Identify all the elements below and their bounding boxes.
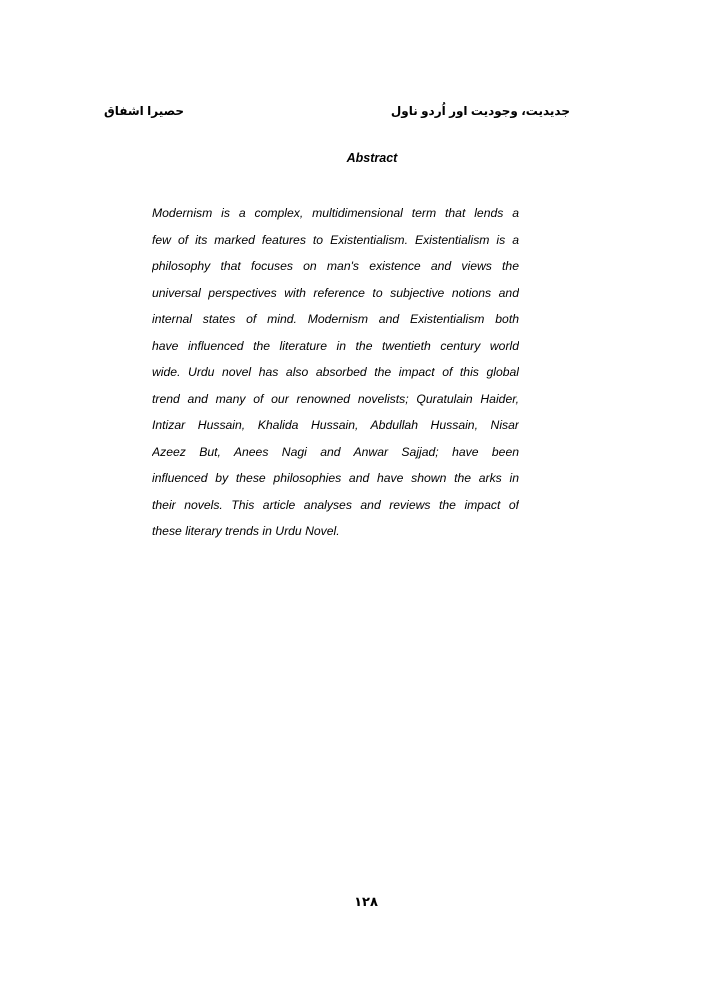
abstract-line: wide. Urdu novel has also absorbed the impact of this global xyxy=(152,365,519,379)
abstract-line: few of its marked features to Existentialism. Existentialism is a xyxy=(152,232,519,247)
abstract-line: philosophy that focuses on man's existence and views the xyxy=(152,259,519,273)
abstract-line: Intizar Hussain, Khalida Hussain, Abdullah Hussain, Nisar xyxy=(152,418,519,432)
abstract-line: universal perspectives with reference to subjective notions and xyxy=(152,285,519,300)
abstract-line: internal states of mind. Modernism and Existentialism both xyxy=(152,312,519,326)
abstract-body xyxy=(152,200,519,545)
abstract-line: their novels. This article analyses and reviews the impact of xyxy=(152,497,519,512)
abstract-line: Modernism is a complex, multidimensional term that lends a xyxy=(152,206,519,220)
abstract-line: these literary trends in Urdu Novel. xyxy=(152,524,340,538)
abstract-line: have influenced the literature in the twentieth century world xyxy=(152,338,519,353)
page-number: ۱۲۸ xyxy=(354,894,378,909)
running-header-title: جدیدیت، وجودیت اور اُردو ناول xyxy=(390,104,570,118)
abstract-line: trend and many of our renowned novelists; Quratulain Haider, xyxy=(152,391,519,406)
abstract-line: influenced by these philosophies and have shown the arks in xyxy=(152,471,519,485)
abstract-line: Azeez But, Anees Nagi and Anwar Sajjad; have been xyxy=(152,444,519,459)
running-header-author: حصیرا اشفاق xyxy=(104,104,185,118)
abstract-heading: Abstract xyxy=(346,151,398,165)
